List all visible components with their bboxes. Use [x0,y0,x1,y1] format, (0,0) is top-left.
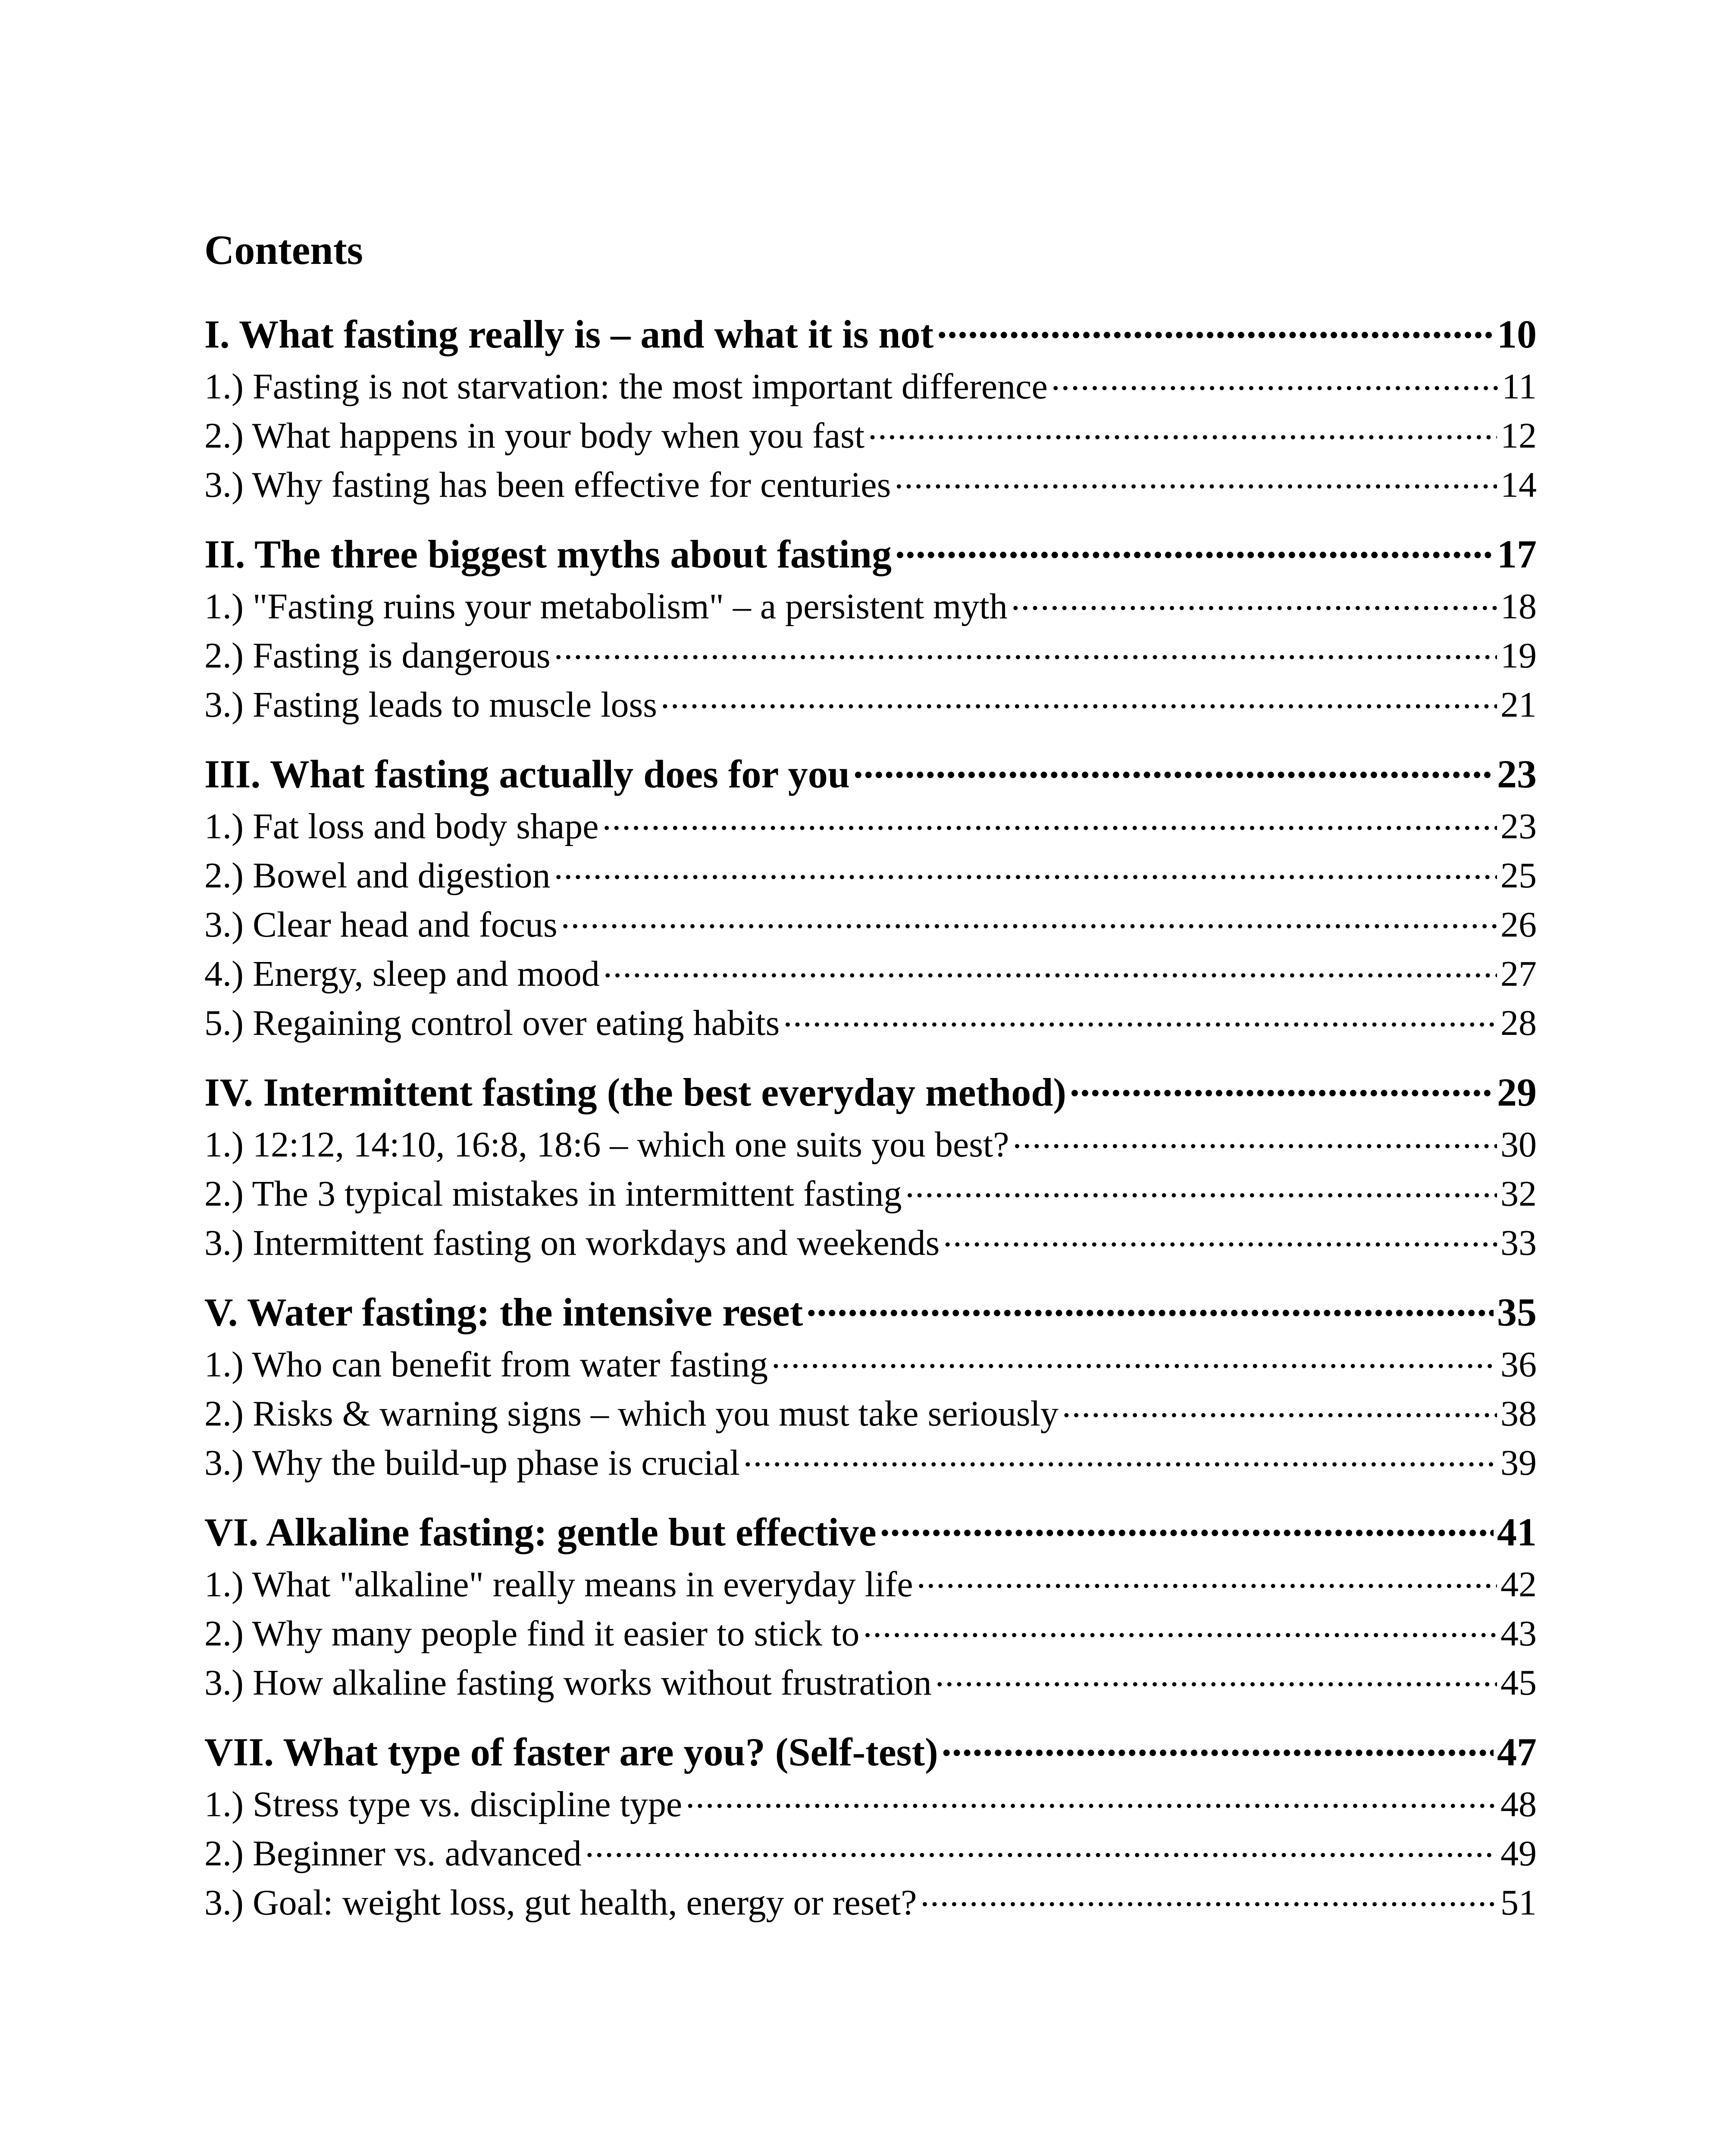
toc-section-entry[interactable] [204,1389,1537,1438]
section-title: 2.) What happens in your body when you fast [204,416,865,456]
section-page-number: 30 [1500,1125,1537,1165]
section-page-number: 21 [1500,685,1537,725]
dot-leader [602,802,1497,838]
toc-section-entry[interactable] [204,461,1537,510]
dot-leader [661,680,1497,717]
section-page-number: 25 [1500,856,1537,896]
section-page-number: 27 [1500,954,1537,994]
section-title: 5.) Regaining control over eating habits [204,1003,780,1043]
toc-section-entry[interactable] [204,900,1537,950]
toc-chapter [204,746,1537,1048]
section-page-number: 26 [1500,905,1537,945]
section-title: 1.) Stress type vs. discipline type [204,1784,683,1824]
section-page-number: 36 [1500,1344,1537,1385]
toc-chapter [204,1284,1537,1488]
toc-chapter-entry[interactable] [204,1284,1537,1340]
chapter-page-number: 17 [1497,532,1537,576]
toc-chapter-entry[interactable] [204,306,1537,362]
toc-section-entry[interactable] [204,851,1537,900]
table-of-contents [204,306,1537,1927]
section-title: 1.) "Fasting ruins your metabolism" – a persistent myth [204,586,1008,627]
section-title: 1.) What "alkaline" really means in everyday life [204,1564,913,1604]
section-page-number: 42 [1500,1564,1537,1604]
section-page-number: 32 [1500,1174,1537,1214]
toc-chapter [204,1064,1537,1268]
dot-leader [905,1169,1497,1206]
toc-chapter-entry[interactable] [204,1724,1537,1780]
section-title: 1.) Fasting is not starvation: the most important difference [204,367,1048,407]
chapter-title: I. What fasting really is – and what it is not [204,312,934,356]
section-title: 1.) Who can benefit from water fasting [204,1344,768,1385]
dot-leader [868,411,1497,448]
toc-section-entry[interactable] [204,1658,1537,1708]
dot-leader [942,1726,1494,1765]
section-title: 3.) How alkaline fasting works without frustration [204,1663,932,1703]
dot-leader [917,1560,1497,1596]
dot-leader [894,461,1497,497]
section-page-number: 48 [1500,1784,1537,1824]
dot-leader [1062,1389,1497,1426]
toc-chapter [204,306,1537,510]
toc-section-entry[interactable] [204,411,1537,461]
section-title: 2.) Bowel and digestion [204,856,551,896]
dot-leader [686,1780,1497,1816]
toc-chapter [204,1724,1537,1927]
chapter-title: III. What fasting actually does for you [204,752,850,796]
chapter-title: V. Water fasting: the intensive reset [204,1290,803,1334]
dot-leader [1070,1066,1494,1106]
section-title: 4.) Energy, sleep and mood [204,954,600,994]
toc-section-entry[interactable] [204,631,1537,680]
toc-section-entry[interactable] [204,1829,1537,1878]
toc-section-entry[interactable] [204,1169,1537,1219]
section-title: 3.) Clear head and focus [204,905,557,945]
dot-leader [561,900,1497,937]
section-page-number: 33 [1500,1223,1537,1263]
toc-section-entry[interactable] [204,582,1537,631]
dot-leader [603,950,1497,986]
dot-leader [863,1609,1497,1645]
toc-section-entry[interactable] [204,1340,1537,1389]
dot-leader [880,1506,1494,1545]
section-page-number: 19 [1500,636,1537,676]
chapter-title: IV. Intermittent fasting (the best everyday method) [204,1070,1067,1114]
section-title: 2.) Fasting is dangerous [204,636,551,676]
chapter-title: VII. What type of faster are you? (Self-test) [204,1730,938,1774]
dot-leader [783,999,1497,1035]
dot-leader [1051,362,1498,398]
toc-section-entry[interactable] [204,802,1537,851]
section-title: 3.) Intermittent fasting on workdays and weekends [204,1223,940,1263]
section-page-number: 43 [1500,1614,1537,1654]
section-title: 1.) 12:12, 14:10, 16:8, 18:6 – which one suits you best? [204,1125,1009,1165]
dot-leader [1013,1120,1497,1156]
dot-leader [554,851,1497,887]
toc-chapter-entry[interactable] [204,526,1537,582]
chapter-page-number: 41 [1497,1510,1537,1554]
toc-section-entry[interactable] [204,362,1537,411]
toc-section-entry[interactable] [204,1120,1537,1169]
toc-section-entry[interactable] [204,1219,1537,1268]
chapter-page-number: 29 [1497,1070,1537,1114]
chapter-page-number: 35 [1497,1290,1537,1334]
dot-leader [853,748,1494,787]
section-page-number: 49 [1500,1833,1537,1874]
section-page-number: 45 [1500,1663,1537,1703]
toc-section-entry[interactable] [204,1438,1537,1488]
toc-section-entry[interactable] [204,1560,1537,1609]
toc-chapter-entry[interactable] [204,1504,1537,1560]
chapter-page-number: 10 [1497,312,1537,356]
dot-leader [554,631,1497,667]
dot-leader [806,1286,1494,1326]
section-page-number: 39 [1500,1443,1537,1483]
section-title: 3.) Why the build-up phase is crucial [204,1443,740,1483]
section-page-number: 11 [1502,367,1537,407]
toc-chapter [204,1504,1537,1708]
toc-section-entry[interactable] [204,950,1537,999]
section-title: 2.) Beginner vs. advanced [204,1833,582,1874]
chapter-title: II. The three biggest myths about fasting [204,532,892,576]
section-page-number: 12 [1500,416,1537,456]
section-title: 3.) Why fasting has been effective for centuries [204,465,891,505]
toc-chapter-entry[interactable] [204,1064,1537,1120]
contents-heading: Contents [204,227,363,273]
section-title: 2.) Why many people find it easier to stick to [204,1614,860,1654]
section-title: 3.) Goal: weight loss, gut health, energy or reset? [204,1883,917,1923]
section-page-number: 38 [1500,1394,1537,1434]
dot-leader [743,1438,1497,1475]
dot-leader [1011,582,1497,618]
dot-leader [920,1878,1497,1915]
toc-section-entry[interactable] [204,1878,1537,1927]
toc-chapter [204,526,1537,730]
chapter-title: VI. Alkaline fasting: gentle but effective [204,1510,877,1554]
toc-section-entry[interactable] [204,1780,1537,1829]
section-title: 1.) Fat loss and body shape [204,806,599,846]
dot-leader [585,1829,1497,1865]
toc-section-entry[interactable] [204,1609,1537,1658]
document-page [204,224,1537,1944]
chapter-page-number: 23 [1497,752,1537,796]
section-page-number: 18 [1500,586,1537,627]
section-page-number: 28 [1500,1003,1537,1043]
toc-chapter-entry[interactable] [204,746,1537,802]
toc-section-entry[interactable] [204,999,1537,1048]
dot-leader [943,1219,1497,1255]
dot-leader [935,1658,1497,1695]
toc-section-entry[interactable] [204,680,1537,730]
section-title: 2.) Risks & warning signs – which you must take seriously [204,1394,1059,1434]
section-page-number: 51 [1500,1883,1537,1923]
section-page-number: 14 [1500,465,1537,505]
dot-leader [937,308,1494,348]
dot-leader [771,1340,1497,1376]
chapter-page-number: 47 [1497,1730,1537,1774]
section-page-number: 23 [1500,806,1537,846]
section-title: 3.) Fasting leads to muscle loss [204,685,657,725]
dot-leader [895,528,1494,567]
section-title: 2.) The 3 typical mistakes in intermittent fasting [204,1174,902,1214]
